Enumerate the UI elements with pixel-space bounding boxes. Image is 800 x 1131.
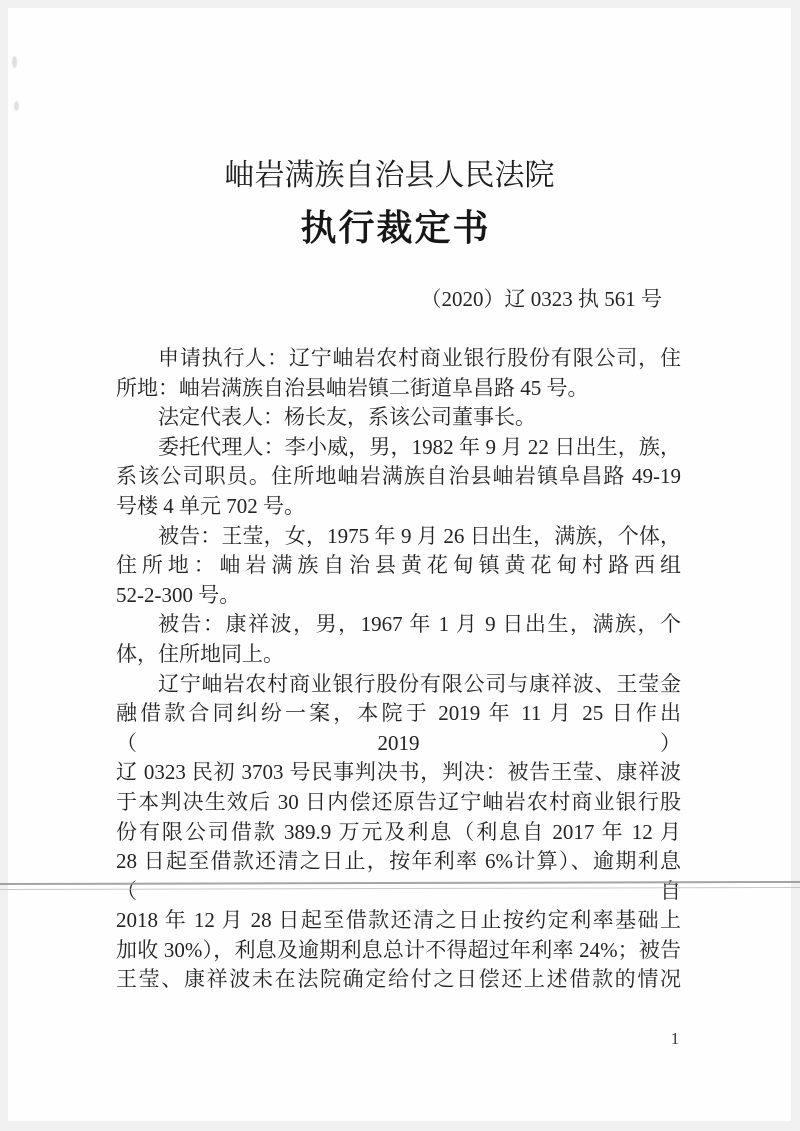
body-line: 被告：康祥波，男，1967 年 1 月 9 日出生，满族，个 [158,612,681,637]
body-line: 体，住所地同上。 [116,641,284,666]
body-line: 号楼 4 单元 702 号。 [116,493,305,518]
body-line: 加收 30%），利息及逾期利息总计不得超过年利率 24%；被告 [116,937,681,962]
document-body [116,344,681,995]
body-line: 住所地：岫岩满族自治县黄花甸镇黄花甸村路西组 [116,553,681,578]
page-number: 1 [670,1029,680,1048]
document-title: 执行裁定书 [300,208,491,248]
body-line: 于本判决生效后 30 日内偿还原告辽宁岫岩农村商业银行股 [116,789,681,814]
scan-speck [14,101,19,111]
body-line: 申请执行人：辽宁岫岩农村商业银行股份有限公司，住 [158,346,681,370]
body-line: 系该公司职员。住所地岫岩满族自治县岫岩镇阜昌路 49-19 [116,464,681,489]
court-name-heading: 岫岩满族自治县人民法院 [224,159,555,192]
body-line: 28 日起至借款还清之日止，按年利率 6%计算）、逾期利息（自 [116,849,681,903]
body-line: 融借款合同纠纷一案，本院于 2019 年 11 月 25 日作出（2019） [116,701,681,755]
body-line: 52-2-300 号。 [116,582,241,607]
body-line: 辽宁岫岩农村商业银行股份有限公司与康祥波、王莹金 [158,671,681,696]
body-line: 被告：王莹，女，1975 年 9 月 26 日出生，满族，个体， [158,523,681,548]
case-number: （2020）辽 0323 执 561 号 [420,287,662,311]
body-line: 委托代理人：李小威，男，1982 年 9 月 22 日出生，族， [158,434,681,459]
body-line: 份有限公司借款 389.9 万元及利息（利息自 2017 年 12 月 [116,819,681,844]
body-line: 2018 年 12 月 28 日起至借款还清之日止按约定利率基础上 [116,908,681,933]
scan-speck [12,56,17,68]
document-page [8,8,791,1121]
body-line: 所地：岫岩满族自治县岫岩镇二街道阜昌路 45 号。 [116,375,589,400]
body-line: 法定代表人：杨长友，系该公司董事长。 [158,405,536,430]
body-line: 王莹、康祥波未在法院确定给付之日偿还上述借款的情况 [116,967,681,992]
body-line: 辽 0323 民初 3703 号民事判决书，判决：被告王莹、康祥波 [116,760,681,785]
